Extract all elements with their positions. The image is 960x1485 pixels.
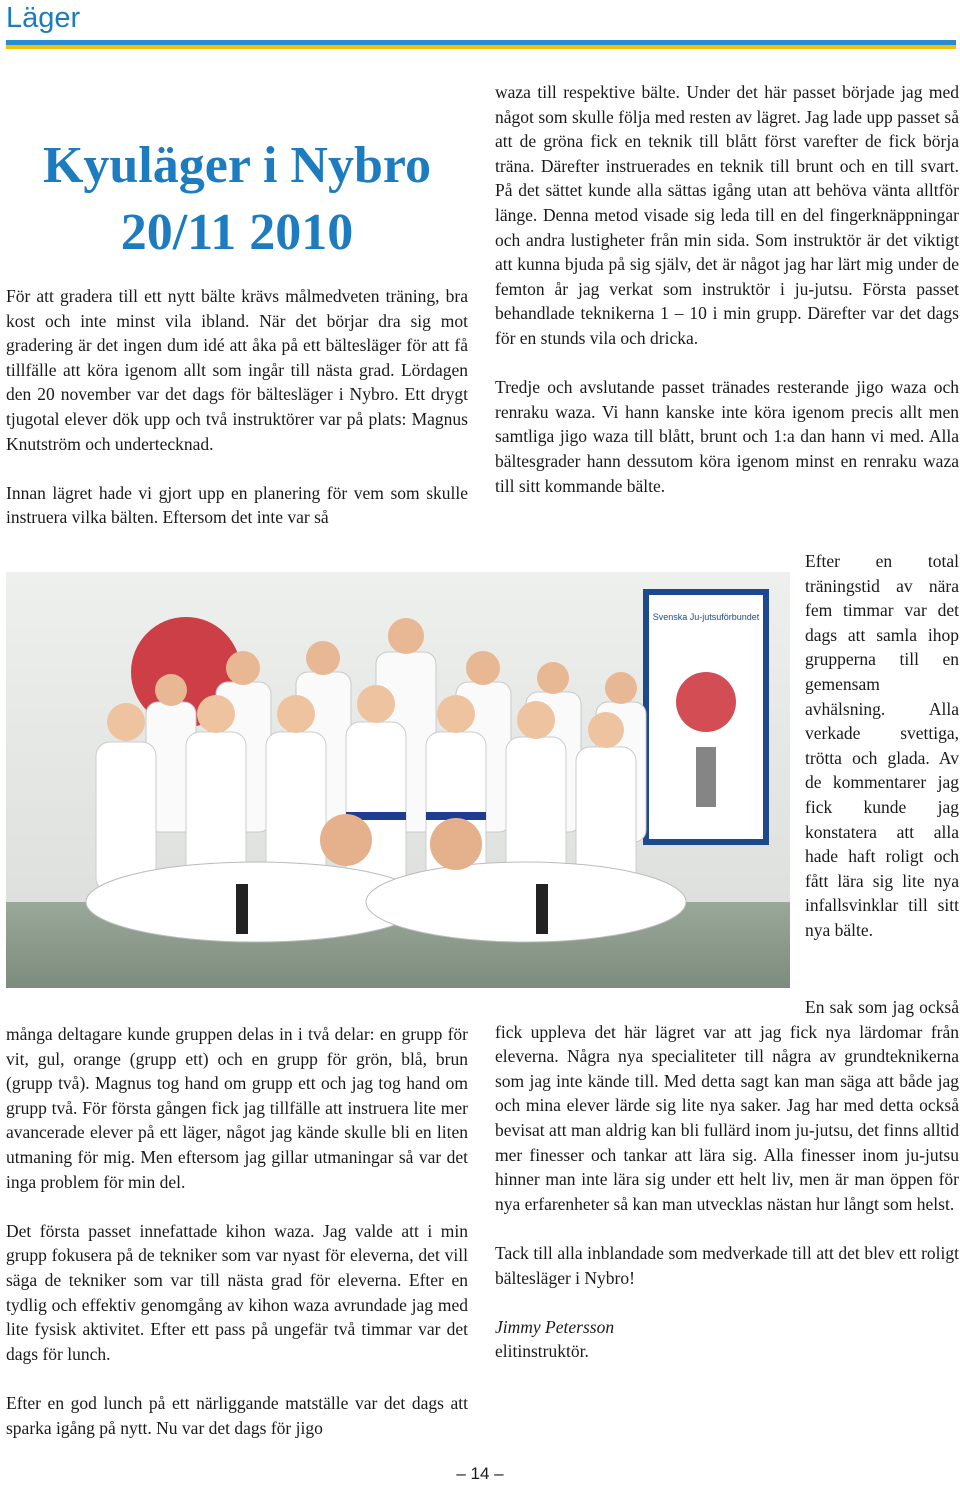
title-line-2: 20/11 2010: [120, 204, 354, 261]
section-header: Läger: [6, 2, 81, 34]
paragraph: Tredje och avslutande passet tränades resterande jigo waza och renraku waza. Vi hann kanske inte köra igenom precis allt men samtliga jigo waza till blått, brunt och 1:a dan hann vi med. Alla bältesgrader hann dessutom köra igenom minst en renraku waza till sitt kommande bälte.: [495, 377, 959, 496]
signature-title: elitinstruktör.: [495, 1341, 589, 1362]
paragraph: Det första passet innefattade kihon waza. Jag valde att i min grupp fokusera på de tekniker som var nyast för eleverna, det vill säga de tekniker som var till nästa grad för eleverna. Efter en tydlig och effektiv genomgång av kihon waza avrundade jag med lite fysisk aktivitet. Efter ett pass på ungefär två timmar var det dags för lunch.: [6, 1220, 468, 1364]
paragraph: Efter en god lunch på ett närliggande matställe var det dags att sparka igång på nytt. Nu var det dags för jigo: [6, 1392, 468, 1438]
left-column-bottom: [6, 1022, 468, 1440]
header-rule-yellow: [6, 45, 956, 49]
paragraph: Innan lägret hade vi gjort upp en planering för vem som skulle instruera vilka bälten. Eftersom det inte var så: [6, 482, 468, 528]
title-line-1: Kyuläger i Nybro: [42, 137, 432, 194]
paragraph: Tack till alla inblandade som medverkade till att det blev ett roligt bältesläger i Nybro!: [495, 1242, 959, 1288]
paragraph: många deltagare kunde gruppen delas in i två delar: en grupp för vit, gul, orange (grupp ett) och en grupp för grön, blå, brun (grupp två). Magnus tog hand om grupp ett och jag tog hand om grupp två. För första gången fick jag tillfälle att instruera lite mer avancerade elever på ett läger, något jag kände skulle bli en liten utmaning för mig. Men eftersom jag gillar utmaningar så var det inga problem för min del.: [6, 1024, 468, 1192]
paragraph: En sak som jag också fick uppleva det här lägret var att jag fick nya lärdomar från eleverna. Några nya specialiteter till några av grundteknikerna som jag inte kände till. Med detta sagt kan man säga att både jag och mina elever lärde sig lite nya saker. Jag har med detta också bevisat att man aldrig kan bli fullärd inom ju-jutsu, det finns alltid mer finesser och tankar att lära sig. Alla finesser inom ju-jutsu hinner man inte lära sig under ett helt liv, men är man öppen för nya erfarenheter så kan man utvecklas nästan hur långt som helst.: [495, 997, 959, 1214]
group-photo-illustration: [6, 572, 790, 988]
paragraph: För att gradera till ett nytt bälte krävs målmedveten träning, bra kost och inte minst vila ibland. När det börjar dra sig mot gradering är det ingen dum idé att åka på ett bältesläger för att få tillfälle att köra igenom allt som ingår till nästa grad. Lördagen den 20 november var det dags för bältesläger i Nybro. Ett drygt tjugotal elever dök upp och två instruktörer var på plats: Magnus Knutström och undertecknad.: [6, 286, 468, 454]
left-column-top: [6, 284, 468, 530]
right-narrow-column: [805, 549, 959, 943]
paragraph: waza till respektive bälte. Under det här passet började jag med något som skulle följa med resten av lägret. Jag lade upp passet så att de gröna fick en teknik till blått först varefter de fick börja träna. Därefter instruerades en teknik till brunt och en till svart. På det sättet kunde alla sättas igång utan att behöva vänta alltför länge. Denna metod visade sig leda till en del fingerknäppningar och andra lustigheter från min sida. Som instruktör är det viktigt att kunna bjuda på sig själv, det är något jag har lärt mig under de femton år jag verkat som instruktör i ju-jutsu. Första passet behandlade teknikerna 1 – 10 i min grupp. Därefter var det dags för en stunds vila och dricka.: [495, 82, 959, 348]
right-column-top: [495, 80, 959, 498]
banner-text: Svenska Ju-jutsuförbundet: [652, 612, 760, 622]
paragraph: Efter en total träningstid av nära fem timmar var det dags att samla ihop grupperna till en gemensam avhälsning. Alla verkade svettiga, trötta och glada. Av de kommentarer jag fick kunde jag konstatera att alla hade haft roligt och fått lära sig lite nya infallsvinklar till sitt nya bälte.: [805, 551, 959, 940]
right-column-bottom: [495, 995, 959, 1364]
article-title: [6, 132, 468, 266]
page-number: – 14 –: [456, 1464, 504, 1483]
group-photo: [6, 572, 790, 988]
signature-name: Jimmy Petersson: [495, 1316, 615, 1337]
signature: [495, 1315, 959, 1364]
